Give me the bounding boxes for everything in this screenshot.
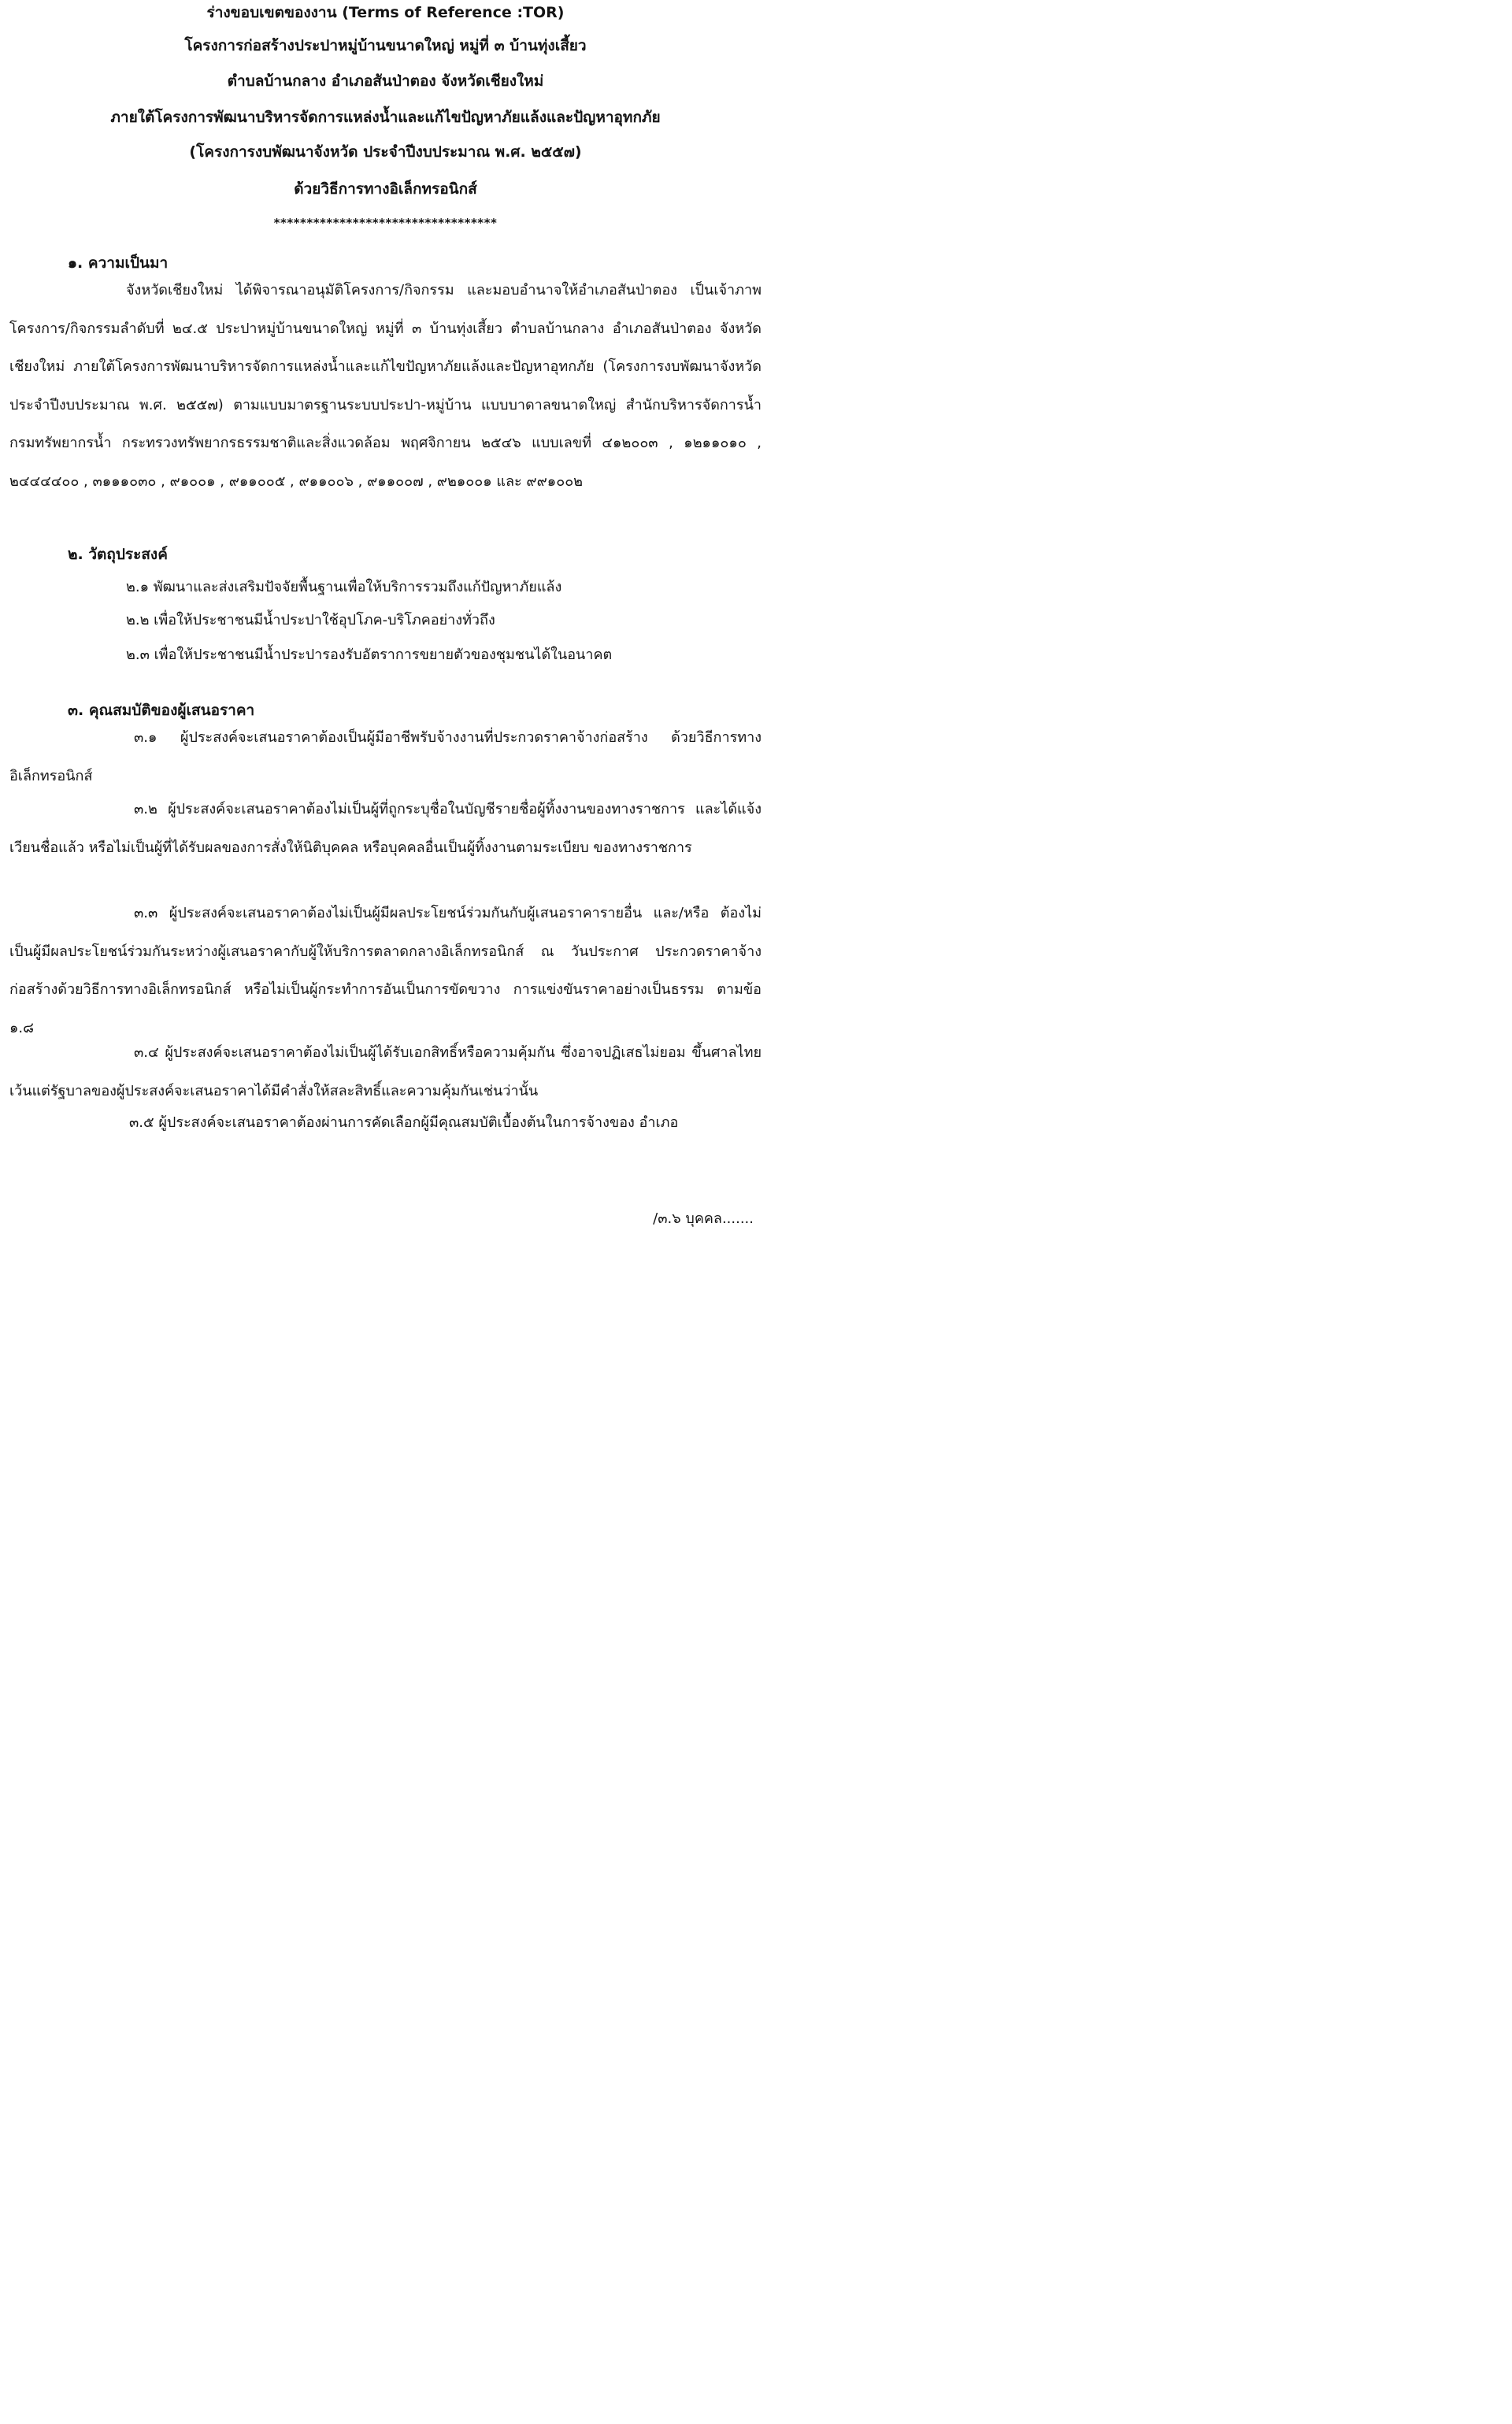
objective-item: ๒.๒ เพื่อให้ประชาชนมีน้ำประปาใช้อุปโภค-บริโภคอย่างทั่วถึง (126, 612, 495, 628)
project-location: ตำบลบ้านกลาง อำเภอสันป่าตอง จังหวัดเชียงใหม่ (227, 72, 544, 90)
qualification-item: ๓.๔ ผู้ประสงค์จะเสนอราคาต้องไม่เป็นผู้ได้รับเอกสิทธิ์หรือความคุ้มกัน ซึ่งอาจปฏิเสธไม่ยอม ขึ้นศาลไทย เว้นแต่รัฐบาลของผู้ประสงค์จะเสนอราคาได้มีคำสั่งให้สละสิทธิ์และความคุ้มกันเช่นว่านั้น (9, 1044, 762, 1099)
objective-item: ๒.๓ เพื่อให้ประชาชนมีน้ำประปารองรับอัตราการขยายตัวของชุมชนได้ในอนาคต (126, 647, 613, 663)
qualification-item: ๓.๒ ผู้ประสงค์จะเสนอราคาต้องไม่เป็นผู้ที่ถูกระบุชื่อในบัญชีรายชื่อผู้ทิ้งงานของทางราชการ และได้แจ้งเวียนชื่อแล้ว หรือไม่เป็นผู้ที่ได้รับผลของการสั่งให้นิติบุคคล หรือบุคคลอื่นเป็นผู้ทิ้งงานตามระเบียบ ของทางราชการ (9, 801, 762, 856)
section-heading-qualifications: ๓. คุณสมบัติของผู้เสนอราคา (68, 702, 255, 719)
section-body-background: จังหวัดเชียงใหม่ ได้พิจารณาอนุมัติโครงการ/กิจกรรม และมอบอำนาจให้อำเภอสันป่าตอง เป็นเจ้าภาพโครงการ/กิจกรรมลำดับที่ ๒๔.๕ ประปาหมู่บ้านขนาดใหญ่ หมู่ที่ ๓ บ้านทุ่งเสี้ยว ตำบลบ้านกลาง อำเภอสันป่าตอง จังหวัดเชียงใหม่ ภายใต้โครงการพัฒนาบริหารจัดการแหล่งน้ำและแก้ไขปัญหาภัยแล้งและปัญหาอุทกภัย (โครงการงบพัฒนาจังหวัด ประจำปีงบประมาณ พ.ศ. ๒๕๕๗) ตามแบบมาตรฐานระบบประปา-หมู่บ้าน แบบบาดาลขนาดใหญ่ สำนักบริหารจัดการน้ำ กรมทรัพยากรน้ำ กระทรวงทรัพยากรธรรมชาติและสิ่งแวดล้อม พฤศจิกายน ๒๕๔๖ แบบเลขที่ ๔๑๒๐๐๓ , ๑๒๑๑๐๑๐ , ๒๔๔๔๔๐๐ , ๓๑๑๑๐๓๐ , ๙๑๐๐๑ , ๙๑๑๐๐๕ , ๙๑๑๐๐๖ , ๙๑๑๐๐๗ , ๙๒๑๐๐๑ และ ๙๙๑๐๐๒ (9, 282, 762, 490)
separator-line: ********************************** (273, 216, 498, 230)
section-heading-objectives: ๒. วัตถุประสงค์ (68, 546, 168, 563)
section-heading-background: ๑. ความเป็นมา (68, 254, 169, 272)
procurement-method: ด้วยวิธีการทางอิเล็กทรอนิกส์ (294, 180, 477, 198)
qualification-item: ๓.๓ ผู้ประสงค์จะเสนอราคาต้องไม่เป็นผู้มีผลประโยชน์ร่วมกันกับผู้เสนอราคารายอื่น และ/หรือ ต้องไม่เป็นผู้มีผลประโยชน์ร่วมกันระหว่างผู้เสนอราคากับผู้ให้บริการตลาดกลางอิเล็กทรอนิกส์ ณ วันประกาศ ประกวดราคาจ้างก่อสร้างด้วยวิธีการทางอิเล็กทรอนิกส์ หรือไม่เป็นผู้กระทำการอันเป็นการขัดขวาง การแข่งขันราคาอย่างเป็นธรรม ตามข้อ ๑.๘ (9, 905, 762, 1036)
parent-program: ภายใต้โครงการพัฒนาบริหารจัดการแหล่งน้ำและแก้ไขปัญหาภัยแล้งและปัญหาอุทกภัย (110, 109, 661, 126)
document-title: ร่างขอบเขตของงาน (Terms of Reference :TOR) (206, 4, 565, 21)
budget-source: (โครงการงบพัฒนาจังหวัด ประจำปีงบประมาณ พ.ศ. ๒๕๕๗) (189, 143, 582, 161)
project-name: โครงการก่อสร้างประปาหมู่บ้านขนาดใหญ่ หมู่ที่ ๓ บ้านทุ่งเสี้ยว (184, 37, 587, 54)
document-page (0, 0, 771, 1235)
objective-item: ๒.๑ พัฒนาและส่งเสริมปัจจัยพื้นฐานเพื่อให้บริการรวมถึงแก้ปัญหาภัยแล้ง (126, 579, 562, 595)
page-continuation-marker: /๓.๖ บุคคล....... (653, 1210, 754, 1227)
qualification-item: ๓.๕ ผู้ประสงค์จะเสนอราคาต้องผ่านการคัดเลือกผู้มีคุณสมบัติเบื้องต้นในการจ้างของ อำเภอ (129, 1114, 679, 1131)
qualification-item: ๓.๑ ผู้ประสงค์จะเสนอราคาต้องเป็นผู้มีอาชีพรับจ้างงานที่ประกวดราคาจ้างก่อสร้าง ด้วยวิธีการทางอิเล็กทรอนิกส์ (9, 729, 762, 784)
